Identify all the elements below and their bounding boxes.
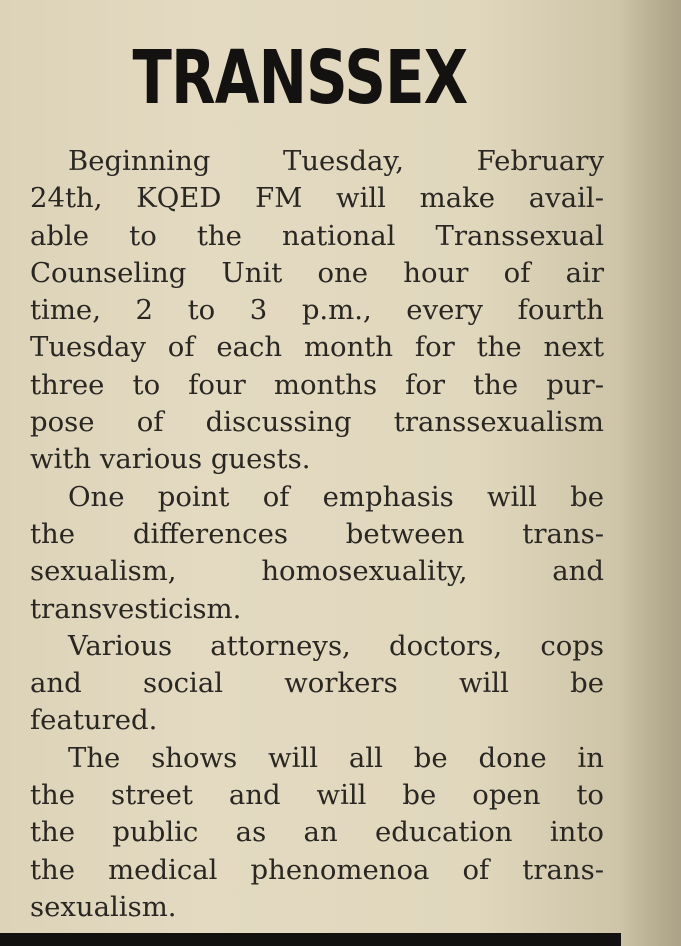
text-line: featured.: [30, 704, 158, 737]
article-paragraph: [30, 628, 604, 740]
text-line: 24th, KQED FM will make avail-: [30, 182, 604, 215]
paper-edge-shadow: [619, 0, 681, 946]
text-line: transvesticism.: [30, 592, 242, 625]
text-line: Counseling Unit one hour of air: [30, 256, 604, 289]
text-line: the differences between trans-: [30, 517, 604, 550]
text-line: the street and will be open to: [30, 779, 604, 812]
text-line: Tuesday of each month for the next: [30, 331, 604, 364]
article-paragraph: [30, 479, 604, 628]
text-line: time, 2 to 3 p.m., every fourth: [30, 294, 604, 327]
text-line: able to the national Transsexual: [30, 219, 604, 252]
text-line: sexualism, homosexuality, and: [30, 555, 604, 588]
text-line: Beginning Tuesday, February: [68, 145, 604, 177]
text-line: One point of emphasis will be: [68, 480, 604, 513]
text-line: Various attorneys, doctors, cops: [68, 629, 604, 662]
article-headline: TRANSSEX: [132, 35, 468, 121]
article-paragraph: [30, 740, 604, 926]
article-body: [30, 143, 604, 926]
text-line: with various guests.: [30, 443, 311, 476]
text-line: sexualism.: [30, 890, 177, 923]
text-line: three to four months for the pur-: [30, 368, 604, 401]
article-paragraph: [30, 143, 604, 479]
text-line: and social workers will be: [30, 667, 604, 700]
text-line: the public as an education into: [30, 816, 604, 849]
text-line: the medical phenomenoa of trans-: [30, 853, 604, 886]
bottom-rule-divider: [0, 933, 621, 946]
text-line: pose of discussing transsexualism: [30, 406, 604, 439]
text-line: The shows will all be done in: [68, 741, 604, 774]
